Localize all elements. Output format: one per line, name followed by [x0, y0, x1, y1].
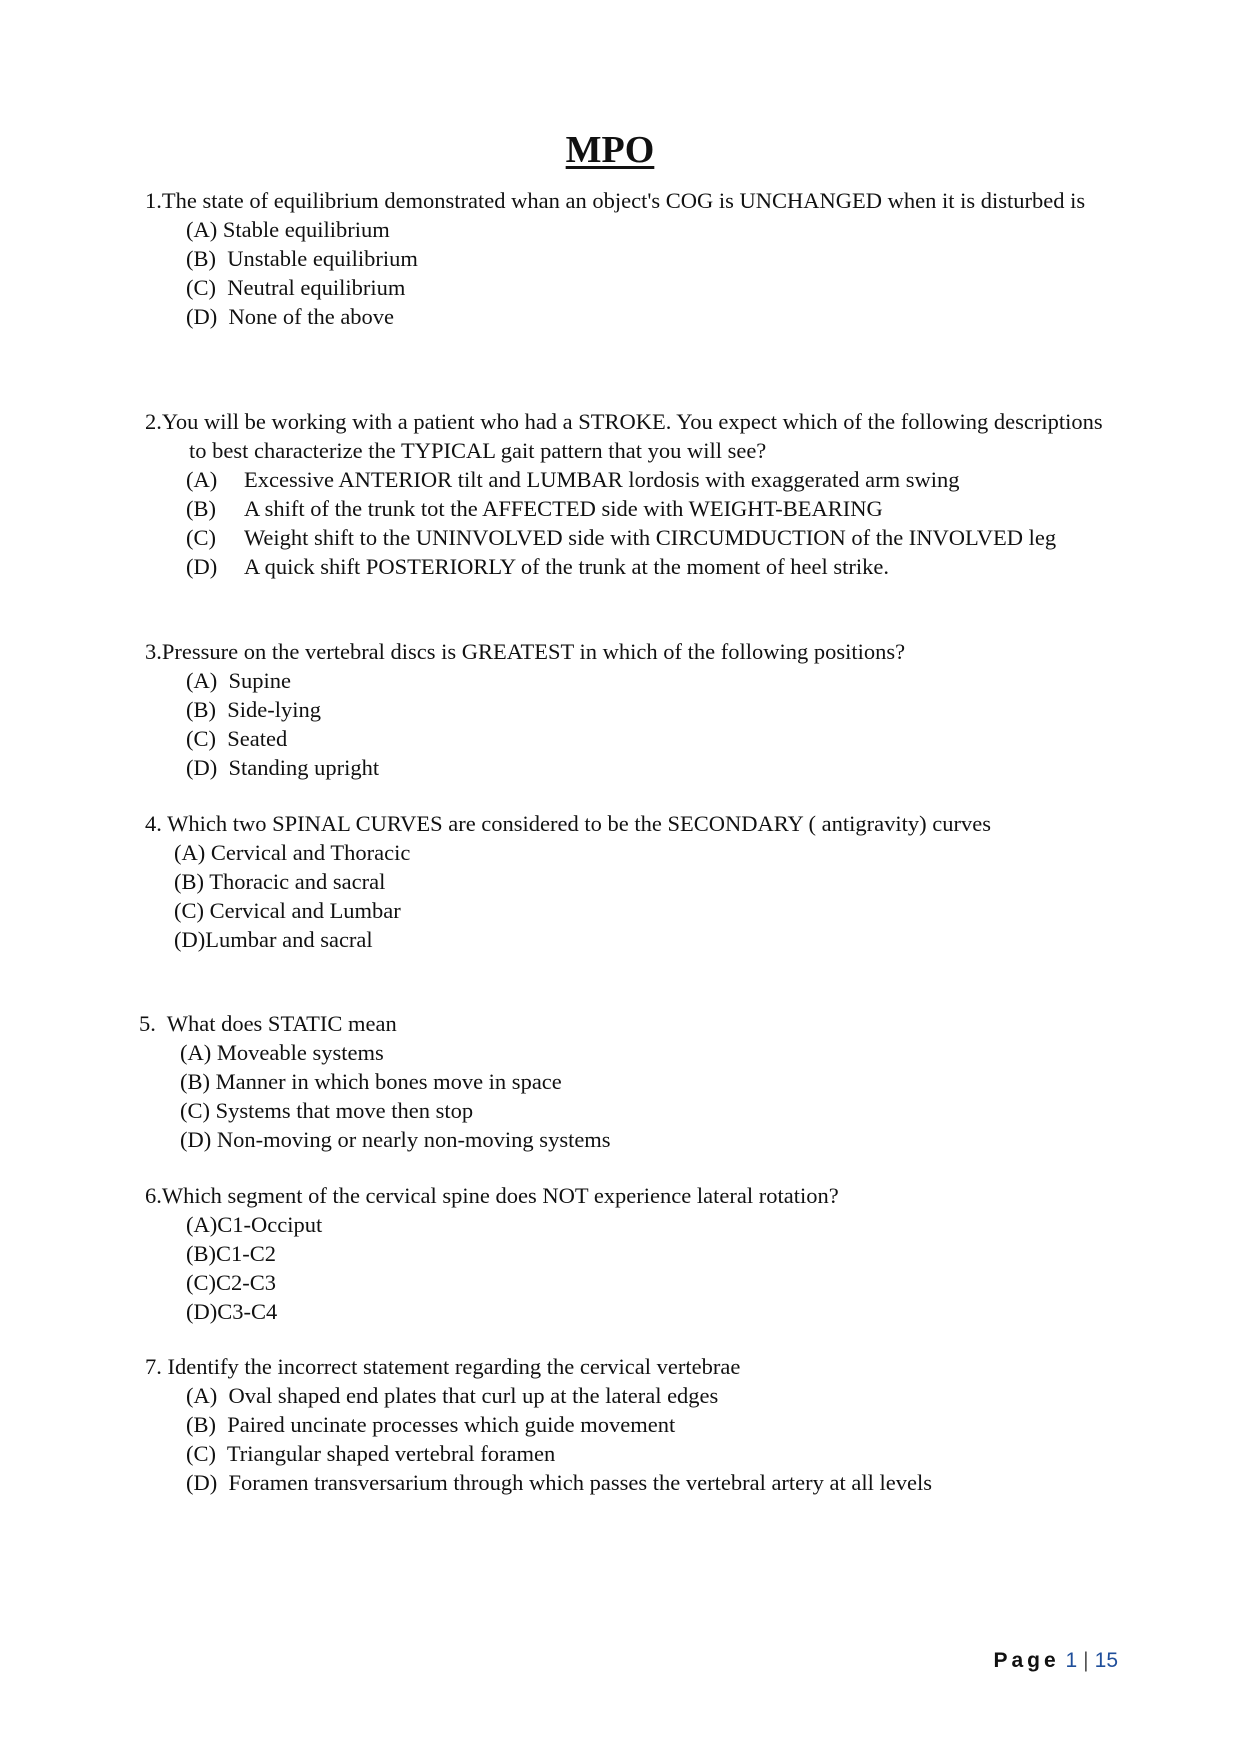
- question-2: [145, 407, 1125, 581]
- option-b: (B) Unstable equilibrium: [186, 246, 418, 271]
- option-a: (A) Stable equilibrium: [186, 217, 390, 242]
- total-pages: 15: [1094, 1649, 1118, 1672]
- option-c: (C) Systems that move then stop: [180, 1098, 474, 1123]
- page-word: Page: [993, 1649, 1060, 1672]
- question-6: [145, 1181, 1125, 1326]
- question-5: [139, 1009, 1119, 1154]
- option-text: Weight shift to the UNINVOLVED side with CIRCUMDUCTION of the INVOLVED leg: [244, 525, 1057, 550]
- question-4: [145, 809, 1125, 954]
- option-c: (C) Cervical and Lumbar: [174, 898, 401, 923]
- option-label: (D): [186, 554, 218, 579]
- question-text: 3.Pressure on the vertebral discs is GREATEST in which of the following positions?: [145, 639, 906, 664]
- question-text: 2.You will be working with a patient who had a STROKE. You expect which of the following descriptions to best characterize the TYPICAL gait pattern that you will see?: [145, 409, 1103, 463]
- option-b: (B) Thoracic and sacral: [174, 869, 386, 894]
- option-a: [186, 465, 1125, 494]
- option-d: (D)C3-C4: [186, 1299, 278, 1324]
- option-text: Excessive ANTERIOR tilt and LUMBAR lordosis with exaggerated arm swing: [244, 467, 960, 492]
- page-footer: [993, 1649, 1118, 1673]
- question-3: [145, 637, 1125, 782]
- option-a: (A) Moveable systems: [180, 1040, 384, 1065]
- option-d: (D) Foramen transversarium through which passes the vertebral artery at all levels: [186, 1470, 932, 1495]
- question-text: 5. What does STATIC mean: [139, 1011, 397, 1036]
- option-b: (B)C1-C2: [186, 1241, 276, 1266]
- option-a: (A) Cervical and Thoracic: [174, 840, 411, 865]
- question-text: 4. Which two SPINAL CURVES are considered to be the SECONDARY ( antigravity) curves: [145, 811, 991, 836]
- option-d: (D) None of the above: [186, 304, 395, 329]
- option-label: (A): [186, 467, 218, 492]
- option-b: (B) Manner in which bones move in space: [180, 1069, 562, 1094]
- option-c: (C)C2-C3: [186, 1270, 276, 1295]
- page-number: 1: [1065, 1649, 1078, 1672]
- option-c: (C) Seated: [186, 726, 288, 751]
- page-separator: |: [1083, 1649, 1089, 1672]
- option-a: (A) Oval shaped end plates that curl up at the lateral edges: [186, 1383, 719, 1408]
- option-label: (B): [186, 496, 216, 521]
- question-7: [145, 1352, 1125, 1497]
- question-text: 7. Identify the incorrect statement regarding the cervical vertebrae: [145, 1354, 741, 1379]
- option-c: [186, 523, 1125, 552]
- option-b: (B) Paired uncinate processes which guide movement: [186, 1412, 676, 1437]
- question-text: 6.Which segment of the cervical spine does NOT experience lateral rotation?: [145, 1183, 839, 1208]
- option-d: (D) Non-moving or nearly non-moving systems: [180, 1127, 611, 1152]
- option-d: (D)Lumbar and sacral: [174, 927, 373, 952]
- option-b: [186, 494, 1125, 523]
- option-text: A shift of the trunk tot the AFFECTED side with WEIGHT-BEARING: [244, 496, 883, 521]
- option-a: (A)C1-Occiput: [186, 1212, 323, 1237]
- option-c: (C) Triangular shaped vertebral foramen: [186, 1441, 556, 1466]
- option-a: (A) Supine: [186, 668, 291, 693]
- option-c: (C) Neutral equilibrium: [186, 275, 406, 300]
- option-label: (C): [186, 525, 216, 550]
- page-title: MPO: [565, 129, 655, 171]
- option-text: A quick shift POSTERIORLY of the trunk at the moment of heel strike.: [244, 554, 889, 579]
- option-b: (B) Side-lying: [186, 697, 321, 722]
- option-d: (D) Standing upright: [186, 755, 380, 780]
- option-d: [186, 552, 1125, 581]
- question-1: [145, 186, 1125, 331]
- question-text: 1.The state of equilibrium demonstrated whan an object's COG is UNCHANGED when it is disturbed is: [145, 188, 1086, 213]
